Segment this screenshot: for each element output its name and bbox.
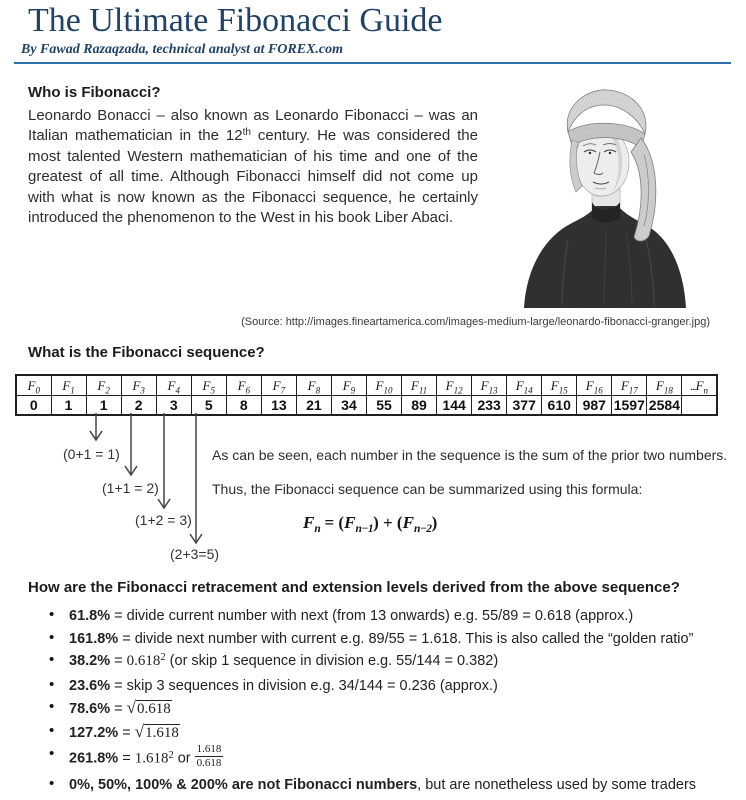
text-segment: Leonardo Bonacci – also known as Leonardo Fibonacci – was an Italian mathematician in the 12 xyxy=(28,107,478,145)
text-segment: = xyxy=(118,750,135,767)
text-segment: √0.618 xyxy=(126,698,171,717)
fib-header-cell: $F_5$ xyxy=(191,375,226,396)
text-segment: (or skip 1 sequence in division e.g. 55/144 = 0.382) xyxy=(165,653,499,669)
sequence-note-line1: As can be seen, each number in the sequence is the sum of the prior two numbers. xyxy=(212,447,728,463)
fib-header-cell: $F_6$ xyxy=(226,375,261,396)
text-segment: 261.8% xyxy=(69,750,119,767)
fib-value-cell xyxy=(682,396,717,416)
levels-list xyxy=(48,606,740,797)
text-segment: century. He was considered the most talented Western mathematician of his time and one of the greatest of all time. Although Fibonacci himself did not come up with what is now known as the Fibonacci sequence, he certainly introduced the phenomenon to the West in his book Liber Abaci. xyxy=(28,127,478,227)
text-segment: = xyxy=(110,653,127,669)
level-bullet-item xyxy=(48,745,740,772)
fibonacci-table xyxy=(15,374,718,416)
text-segment: or xyxy=(173,750,195,767)
fib-header-cell: $F_0$ xyxy=(16,375,51,396)
fibonacci-formula xyxy=(303,513,437,533)
text-segment: = ( xyxy=(320,513,345,532)
who-paragraph xyxy=(28,106,478,228)
text-segment: F xyxy=(344,513,356,532)
fib-value-cell: 1597 xyxy=(613,397,645,413)
text-segment: ) xyxy=(431,513,438,532)
fib-value-cell: 34 xyxy=(331,396,366,416)
text-segment: 38.2% xyxy=(69,653,111,669)
level-bullet-item xyxy=(48,629,740,649)
who-heading: Who is Fibonacci? xyxy=(28,84,161,101)
level-bullet-item xyxy=(48,606,740,626)
level-bullet-item xyxy=(48,676,740,696)
fib-header-cell: $F_4$ xyxy=(156,375,191,396)
image-source-caption: (Source: http://images.fineartamerica.com/images-medium-large/leonardo-fibonacci-granger.jpg) xyxy=(241,316,710,328)
fib-value-cell: 144 xyxy=(437,396,472,416)
fib-value-cell: 0 xyxy=(16,396,51,416)
text-segment: √1.618 xyxy=(134,721,179,741)
fib-header-cell: $F_{18}$ xyxy=(647,375,682,396)
arrow-sum-3 xyxy=(158,413,170,508)
text-segment: F xyxy=(402,513,414,532)
fib-header-cell: $F_1$ xyxy=(51,375,86,396)
text-segment: = divide next number with current e.g. 89/55 = 1.618. This is also called the “golden ratio” xyxy=(118,630,694,647)
text-segment: 161.8% xyxy=(69,630,119,647)
fib-header-cell: $F_7$ xyxy=(261,375,296,396)
fib-value-cell: 3 xyxy=(156,396,191,416)
fib-value-cell: 55 xyxy=(366,396,401,416)
text-segment: th xyxy=(242,127,251,139)
fib-header-cell: $F_8$ xyxy=(296,375,331,396)
text-segment: 127.2% xyxy=(69,724,119,741)
fib-value-cell: 2 xyxy=(121,396,156,416)
fib-value-cell: 89 xyxy=(402,396,437,416)
level-bullet-item xyxy=(48,651,740,673)
fib-value-cell: 2584 xyxy=(648,397,680,413)
text-segment: 1.618 xyxy=(134,750,169,767)
text-segment: ) + ( xyxy=(373,513,403,532)
text-segment: 78.6% xyxy=(69,701,111,717)
fib-header-cell: $F_2$ xyxy=(86,375,121,396)
sequence-heading: What is the Fibonacci sequence? xyxy=(28,344,265,361)
level-bullet-item xyxy=(48,698,740,719)
page-title: The Ultimate Fibonacci Guide xyxy=(28,2,443,39)
text-segment: 0%, 50%, 100% & 200% are not Fibonacci numbers xyxy=(69,776,418,793)
fib-header-cell: $F_{13}$ xyxy=(472,375,507,396)
text-segment: n xyxy=(314,523,321,535)
fib-value-cell: 377 xyxy=(507,396,542,416)
levels-heading: How are the Fibonacci retracement and extension levels derived from the above sequence? xyxy=(28,579,680,596)
fib-header-cell: $F_3$ xyxy=(121,375,156,396)
fibonacci-table-header-row xyxy=(16,375,717,396)
sum-annotation-3: (1+2 = 3) xyxy=(135,512,192,528)
level-bullet-item xyxy=(48,722,740,743)
sum-annotation-4: (2+3=5) xyxy=(170,546,220,562)
text-segment: 2 xyxy=(168,749,174,761)
sequence-note-line2: Thus, the Fibonacci sequence can be summarized using this formula: xyxy=(212,481,643,497)
fib-value-cell: 1 xyxy=(86,396,121,416)
fib-header-cell: $F_{11}$ xyxy=(402,375,437,396)
fib-value-cell: 21 xyxy=(296,396,331,416)
fib-value-cell: 5 xyxy=(191,396,226,416)
fib-header-cell: $F_{17}$ xyxy=(612,375,647,396)
fibonacci-portrait-image xyxy=(498,80,712,308)
text-segment: = xyxy=(118,724,135,741)
level-bullet-item xyxy=(48,775,740,795)
fib-value-cell: 610 xyxy=(542,396,577,416)
text-segment: , but are nonetheless used by some traders xyxy=(417,776,697,793)
text-segment: 23.6% xyxy=(69,677,111,694)
fib-value-cell: 987 xyxy=(577,396,612,416)
fib-header-cell: $F_{10}$ xyxy=(366,375,401,396)
text-segment: 61.8% xyxy=(69,608,111,624)
text-segment: F xyxy=(303,513,315,532)
text-segment: = skip 3 sequences in division e.g. 34/144 = 0.236 (approx.) xyxy=(110,677,498,694)
fibonacci-portrait-svg xyxy=(498,80,712,308)
text-segment: 2 xyxy=(160,652,166,663)
fib-header-cell: $F_{14}$ xyxy=(507,375,542,396)
fib-header-cell: $F_9$ xyxy=(331,375,366,396)
fib-value-cell: 1 xyxy=(51,396,86,416)
text-segment: 0.618 xyxy=(126,653,161,669)
fib-header-cell: $F_{15}$ xyxy=(542,375,577,396)
arrow-sum-1 xyxy=(90,413,102,440)
text-segment: = xyxy=(110,701,127,717)
header-divider xyxy=(14,62,731,64)
text-segment: n−1 xyxy=(355,523,374,535)
fib-value-cell: 13 xyxy=(261,396,296,416)
fib-header-cell: $...F_n$ xyxy=(682,375,717,396)
sum-annotation-2: (1+1 = 2) xyxy=(102,480,159,496)
arrow-sum-2 xyxy=(125,413,137,475)
text-segment: $\frac{1.618}{0.618}$ xyxy=(196,743,222,770)
fib-value-cell: 233 xyxy=(472,396,507,416)
text-segment: n−2 xyxy=(413,523,432,535)
fib-header-cell: $F_{16}$ xyxy=(577,375,612,396)
fib-header-cell: $F_{12}$ xyxy=(437,375,472,396)
byline: By Fawad Razaqzada, technical analyst at FOREX.com xyxy=(21,42,344,57)
sum-annotation-1: (0+1 = 1) xyxy=(63,446,120,462)
text-segment: = divide current number with next (from 13 onwards) e.g. 55/89 = 0.618 (approx.) xyxy=(110,608,634,624)
fib-value-cell: 8 xyxy=(226,396,261,416)
